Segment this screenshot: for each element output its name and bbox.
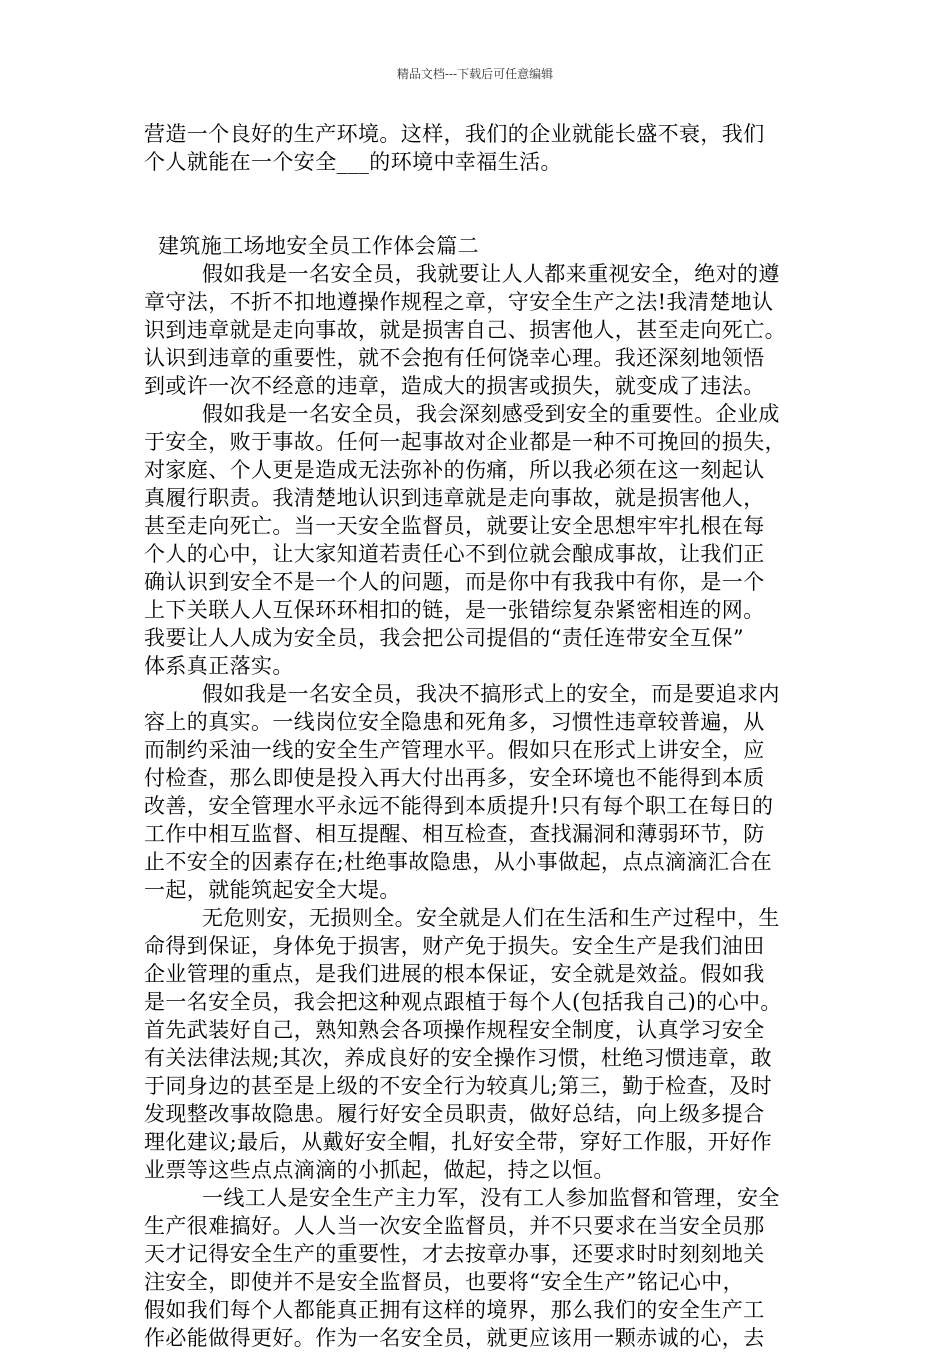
text-line: 首先武装好自己，熟知熟会各项操作规程安全制度，认真学习安全 xyxy=(144,1018,765,1042)
text-line: 个人就能在一个安全___的环境中幸福生活。 xyxy=(144,150,562,174)
text-line: 于安全，败于事故。任何一起事故对企业都是一种不可挽回的损失， xyxy=(144,430,786,454)
document-body xyxy=(144,120,834,1352)
text-line: 天才记得安全生产的重要性，才去按章办事，还要求时时刻刻地关 xyxy=(144,1242,765,1266)
text-line: 我要让人人成为安全员，我会把公司提倡的“责任连带安全互保” xyxy=(144,626,745,650)
text-line: 止不安全的因素存在;杜绝事故隐患，从小事做起，点点滴滴汇合在 xyxy=(144,850,773,874)
text-line: 假如我是一名安全员，我决不搞形式上的安全，而是要追求内 xyxy=(202,682,780,706)
text-line: 改善，安全管理水平永远不能得到本质提升!只有每个职工在每日的 xyxy=(144,794,774,818)
section-title: 建筑施工场地安全员工作体会篇二 xyxy=(158,234,479,258)
paragraph xyxy=(144,1184,834,1352)
paragraph xyxy=(144,680,834,904)
text-line: 注安全，即使并不是安全监督员，也要将“安全生产”铭记心中， xyxy=(144,1270,745,1294)
text-line: 命得到保证，身体免于损害，财产免于损失。安全生产是我们油田 xyxy=(144,934,765,958)
text-line: 真履行职责。我清楚地认识到违章就是走向事故，就是损害他人， xyxy=(144,486,765,510)
text-line: 一线工人是安全生产主力军，没有工人参加监督和管理，安全 xyxy=(202,1186,780,1210)
paragraph xyxy=(144,260,834,400)
text-line: 到或许一次不经意的违章，造成大的损害或损失，就变成了违法。 xyxy=(144,374,765,398)
text-line: 生产很难搞好。人人当一次安全监督员，并不只要求在当安全员那 xyxy=(144,1214,765,1238)
text-line: 个人的心中，让大家知道若责任心不到位就会酿成事故，让我们正 xyxy=(144,542,765,566)
text-line: 付检查，那么即使是投入再大付出再多，安全环境也不能得到本质 xyxy=(144,766,765,790)
text-line: 无危则安，无损则全。安全就是人们在生活和生产过程中，生 xyxy=(202,906,780,930)
text-line: 营造一个良好的生产环境。这样，我们的企业就能长盛不衰，我们 xyxy=(144,122,765,146)
text-line: 识到违章就是走向事故，就是损害自己、损害他人，甚至走向死亡。 xyxy=(144,318,786,342)
text-line: 是一名安全员，我会把这种观点跟植于每个人(包括我自己)的心中。 xyxy=(144,990,782,1014)
text-line: 假如我们每个人都能真正拥有这样的境界，那么我们的安全生产工 xyxy=(144,1298,765,1322)
paragraph xyxy=(144,400,834,680)
section-spacer xyxy=(144,176,834,232)
text-line: 上下关联人人互保环环相扣的链，是一张错综复杂紧密相连的网。 xyxy=(144,598,765,622)
text-line: 对家庭、个人更是造成无法弥补的伤痛，所以我必须在这一刻起认 xyxy=(144,458,765,482)
text-line: 业票等这些点点滴滴的小抓起，做起，持之以恒。 xyxy=(144,1158,615,1182)
text-line: 而制约采油一线的安全生产管理水平。假如只在形式上讲安全，应 xyxy=(144,738,765,762)
text-line: 于同身边的甚至是上级的不安全行为较真儿;第三，勤于检查，及时 xyxy=(144,1074,773,1098)
text-line: 发现整改事故隐患。履行好安全员职责，做好总结，向上级多提合 xyxy=(144,1102,765,1126)
text-line: 企业管理的重点，是我们进展的根本保证，安全就是效益。假如我 xyxy=(144,962,765,986)
text-line: 有关法律法规;其次，养成良好的安全操作习惯，杜绝习惯违章，敢 xyxy=(144,1046,773,1070)
text-line: 假如我是一名安全员，我会深刻感受到安全的重要性。企业成 xyxy=(202,402,780,426)
text-line: 假如我是一名安全员，我就要让人人都来重视安全，绝对的遵 xyxy=(202,262,780,286)
text-line: 认识到违章的重要性，就不会抱有任何饶幸心理。我还深刻地领悟 xyxy=(144,346,765,370)
page-header: 精品文档---下载后可任意编辑 xyxy=(396,67,554,81)
intro-paragraph xyxy=(144,120,834,176)
text-line: 作必能做得更好。作为一名安全员，就更应该用一颗赤诚的心，去 xyxy=(144,1326,765,1350)
text-line: 一起，就能筑起安全大堤。 xyxy=(144,878,401,902)
text-line: 容上的真实。一线岗位安全隐患和死角多，习惯性违章较普遍，从 xyxy=(144,710,765,734)
text-line: 体系真正落实。 xyxy=(144,654,294,678)
paragraph xyxy=(144,904,834,1184)
text-line: 理化建议;最后，从戴好安全帽，扎好安全带，穿好工作服，开好作 xyxy=(144,1130,773,1154)
text-line: 工作中相互监督、相互提醒、相互检查，查找漏洞和薄弱环节，防 xyxy=(144,822,765,846)
text-line: 章守法，不折不扣地遵操作规程之章，守安全生产之法!我清楚地认 xyxy=(144,290,774,314)
text-line: 甚至走向死亡。当一天安全监督员，就要让安全思想牢牢扎根在每 xyxy=(144,514,765,538)
text-line: 确认识到安全不是一个人的问题，而是你中有我我中有你，是一个 xyxy=(144,570,765,594)
